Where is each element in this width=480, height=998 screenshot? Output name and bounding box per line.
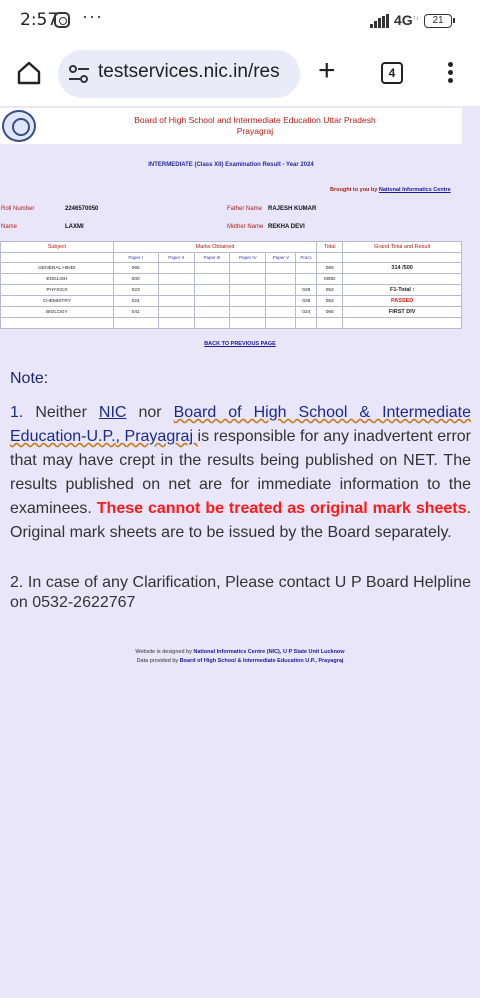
browser-toolbar [0,44,480,106]
instagram-icon [54,12,70,28]
more-notifications-icon: ··· [82,6,103,26]
exam-title: INTERMEDIATE (Class XII) Examination Result - Year 2024 [148,162,314,168]
battery-icon: 21 [424,14,452,28]
mother-value: REKHA DEVI [268,224,305,230]
table-row: PHYSICS 023 029 052 F1-Total : [1,285,462,296]
home-icon[interactable] [16,60,42,86]
url-text[interactable]: testservices.nic.in/res [98,61,280,82]
table-subheader-row [1,253,462,263]
result-status: PASSED [343,296,462,307]
subheader-paper-2: Paper II [158,253,194,263]
footer-board-link[interactable]: Board of High School & Intermediate Education U.P., Prayagraj [179,658,344,664]
page-footer: Website is designed by National Informatics Centre (NIC), U P State Unit Lucknow Data provided by Board of High School & Intermediate Education U.P., Prayagraj [135,649,345,664]
table-row-empty [1,318,462,329]
board-title: Board of High School and Intermediate Education Uttar Pradesh Prayagraj [134,115,376,136]
footer-nic-link[interactable]: National Informatics Centre (NIC), U P State Unit Lucknow [193,649,345,655]
site-settings-icon[interactable] [68,64,90,84]
warning-text: These cannot be treated as original mark sheets [96,500,467,517]
header-total: Total [317,242,343,253]
table-header-row [1,242,462,253]
subheader-paper-5: Paper V [266,253,296,263]
name-label: Name [1,224,18,230]
status-time: 2:57 [20,10,59,30]
browser-menu-icon[interactable] [444,60,456,86]
back-to-previous-link[interactable]: BACK TO PREVIOUS PAGE [204,341,276,347]
nic-link-note[interactable]: NIC [98,404,127,421]
board-link-note[interactable]: Board of High School & Intermediate Education-U.P. [10,404,472,445]
new-tab-icon[interactable]: + [318,54,336,87]
header-marks: Marks Obtained [113,242,317,253]
header-subject: Subject [1,242,114,253]
status-bar [0,0,480,44]
father-value: RAJESH KUMAR [268,206,317,212]
father-label: Father Name [227,206,263,212]
table-row: CHEMISTRY 024 028 052 PASSED [1,296,462,307]
board-link-note-cont[interactable]: , Prayagraj [115,428,198,445]
table-row: GENERAL HINDI 065 065 314 /500 [1,263,462,274]
subheader-paper-3: Paper III [194,253,230,263]
roll-label: Roll Number [1,206,35,212]
network-type: 4G↑↓ [394,12,419,28]
note-1: 1. Neither NIC nor Board of High School & Intermediate Education-U.P., Prayagraj is responsible for any inadvertent error that may have crept in the results being published on NET. The results published on net are for immediate information to the examinees. These cannot be treated as original mark sheets. Original mark sheets are to be issued by the Board separately. [10,404,472,541]
nic-link[interactable]: National Informatics Centre [378,187,451,193]
subheader-paper-1: Paper I [113,253,158,263]
mother-label: Mother Name [227,224,264,230]
signal-icon [370,14,390,28]
marks-table [0,241,462,329]
table-row: ENGLISH 000 000D [1,274,462,285]
table-row: BIOLOGY 041 024 065 FIRST DIV [1,307,462,318]
subheader-pract: Pract. [296,253,317,263]
note-2: 2. In case of any Clarification, Please contact U P Board Helpline on 0532-2622767 [10,574,471,611]
roll-value: 2246570050 [65,206,99,212]
note-title: Note: [10,370,49,387]
up-emblem-icon [2,110,36,142]
subheader-paper-4: Paper IV [230,253,266,263]
brought-by: Brought to you by National Informatics Centre [330,187,451,193]
name-value: LAXMI [65,224,84,230]
address-bar[interactable] [58,50,300,98]
tab-switcher-button[interactable]: 4 [381,62,403,84]
header-grand: Grand Total and Result [343,242,462,253]
